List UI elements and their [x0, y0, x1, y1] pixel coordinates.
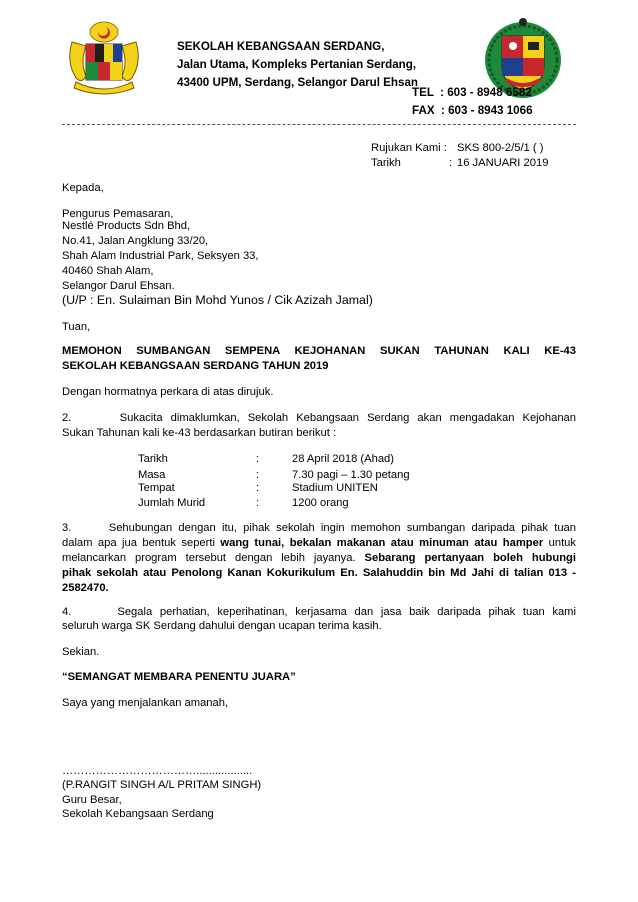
- recipient-line: Nestlé Products Sdn Bhd,: [62, 220, 191, 232]
- attention-line: (U/P : En. Sulaiman Bin Mohd Yunos / Cik Azizah Jamal): [62, 293, 373, 307]
- detail-colon: :: [256, 469, 260, 481]
- date-value: 16 JANUARI 2019: [457, 157, 549, 169]
- para3-line-1: 3. Sehubungan dengan itu, pihak sekolah ingin memohon sumbangan daripada pihak tuan: [62, 522, 576, 534]
- para3-line-5: 2582470.: [62, 582, 109, 594]
- address-line-1: Jalan Utama, Kompleks Pertanian Serdang,: [177, 58, 417, 71]
- detail-colon: :: [256, 453, 260, 465]
- header-divider: [62, 124, 576, 125]
- signatory-title: Guru Besar,: [62, 794, 122, 806]
- date-colon: :: [449, 157, 453, 169]
- detail-label: Tarikh: [138, 453, 168, 465]
- detail-label: Jumlah Murid: [138, 497, 206, 509]
- detail-label: Tempat: [138, 482, 175, 494]
- detail-value: Stadium UNITEN: [292, 482, 378, 494]
- telephone: TEL : 603 - 8948 6582: [412, 86, 532, 99]
- subject-line-1: MEMOHON SUMBANGAN SEMPENA KEJOHANAN SUKAN TAHUNAN KALI KE-43: [62, 345, 576, 357]
- opening-line: Dengan hormatnya perkara di atas dirujuk.: [62, 386, 274, 398]
- detail-label: Masa: [138, 469, 166, 481]
- para2-line-2: Sukan Tahunan kali ke-43 berdasarkan butiran berikut :: [62, 427, 337, 439]
- signatory-name: (P.RANGIT SINGH A/L PRITAM SINGH): [62, 779, 262, 791]
- para3-line-2: dalam apa jua bentuk seperti wang tunai, bekalan makanan atau minuman atau hamper untuk: [62, 537, 576, 549]
- school-name: SEKOLAH KEBANGSAAN SERDANG,: [177, 40, 385, 53]
- para4-line-2: seluruh warga SK Serdang dahului dengan ucapan terima kasih.: [62, 620, 382, 632]
- recipient-line: No.41, Jalan Angklung 33/20,: [62, 235, 209, 247]
- para3-line-4: pihak sekolah atau Penolong Kanan Kokurikulum En. Salahuddin bin Md Jahi di talian 013 -: [62, 567, 576, 579]
- detail-colon: :: [256, 497, 260, 509]
- salutation: Tuan,: [62, 321, 91, 333]
- signature-line: ………………………………..................: [62, 765, 253, 777]
- recipient-line: Shah Alam Industrial Park, Seksyen 33,: [62, 250, 259, 262]
- detail-value: 7.30 pagi – 1.30 petang: [292, 469, 410, 481]
- date-label: Tarikh: [371, 157, 401, 169]
- recipient-line: Pengurus Pemasaran,: [62, 208, 174, 220]
- para4-line-1: 4. Segala perhatian, keperihatinan, kerjasama dan jasa baik daripada pihak tuan kami: [62, 606, 576, 618]
- reference-value: SKS 800-2/5/1 ( ): [457, 142, 544, 154]
- para2-line-1: 2. Sukacita dimaklumkan, Sekolah Kebangsaan Serdang akan mengadakan Kejohanan: [62, 412, 576, 424]
- para3-line-3: melancarkan program tersebut dengan lebih jayanya. Sebarang pertanyaan boleh hubungi: [62, 552, 576, 564]
- signatory-school: Sekolah Kebangsaan Serdang: [62, 808, 214, 820]
- recipient-line: 40460 Shah Alam,: [62, 265, 154, 277]
- address-line-2: 43400 UPM, Serdang, Selangor Darul Ehsan: [177, 76, 418, 89]
- fax: FAX : 603 - 8943 1066: [412, 104, 533, 117]
- detail-value: 1200 orang: [292, 497, 349, 509]
- subject-line-2: SEKOLAH KEBANGSAAN SERDANG TAHUN 2019: [62, 360, 329, 372]
- detail-value: 28 April 2018 (Ahad): [292, 453, 394, 465]
- coat-of-arms-logo: [58, 20, 150, 96]
- sign-off: Saya yang menjalankan amanah,: [62, 697, 229, 709]
- motto: “SEMANGAT MEMBARA PENENTU JUARA”: [62, 671, 296, 683]
- closing: Sekian.: [62, 646, 100, 658]
- reference-label: Rujukan Kami :: [371, 142, 447, 154]
- kepada: Kepada,: [62, 182, 104, 194]
- recipient-line: Selangor Darul Ehsan.: [62, 280, 175, 292]
- detail-colon: :: [256, 482, 260, 494]
